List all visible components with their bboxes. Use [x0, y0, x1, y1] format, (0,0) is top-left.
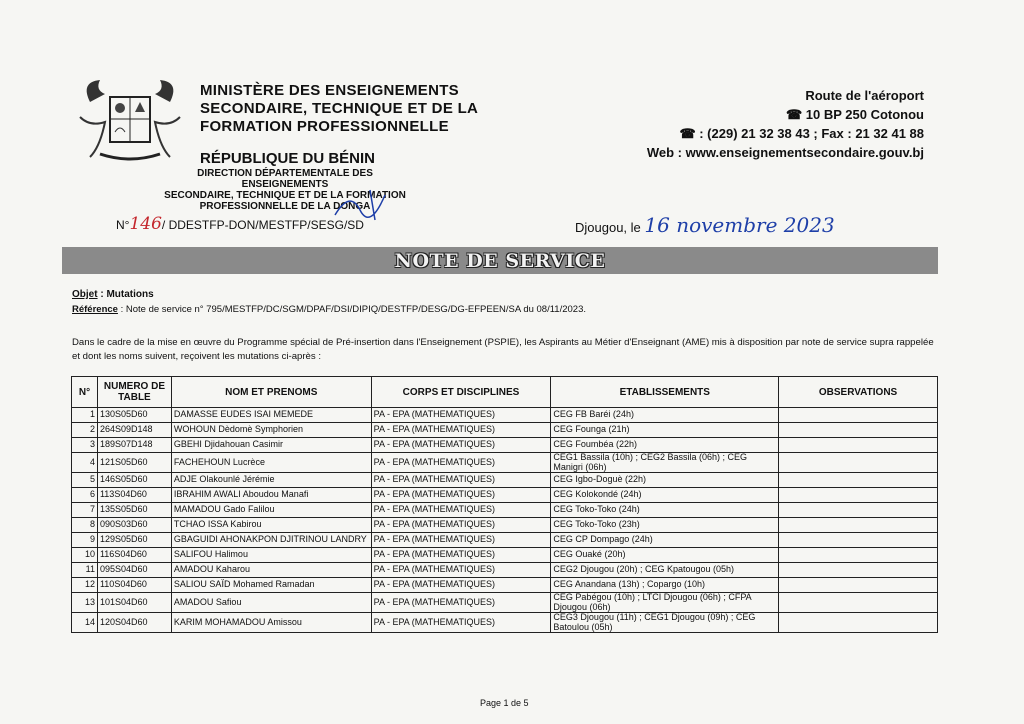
cell-table-number: 129S05D60	[97, 533, 171, 548]
cell-discipline: PA - EPA (MATHEMATIQUES)	[371, 613, 551, 633]
cell-observations	[779, 613, 938, 633]
table-row	[72, 488, 938, 503]
cell-observations	[779, 423, 938, 438]
cell-table-number: 110S04D60	[97, 578, 171, 593]
cell-table-number: 146S05D60	[97, 473, 171, 488]
table-row	[72, 408, 938, 423]
cell-number: 13	[72, 593, 98, 613]
reference-number: N°146/ DDESTFP-DON/MESTFP/SESG/SD	[116, 214, 364, 234]
cell-name: IBRAHIM AWALI Aboudou Manafi	[171, 488, 371, 503]
col-header-table-number: NUMERO DE TABLE	[97, 377, 171, 408]
cell-table-number: 101S04D60	[97, 593, 171, 613]
cell-discipline: PA - EPA (MATHEMATIQUES)	[371, 438, 551, 453]
table-header-row	[72, 377, 938, 408]
table-row	[72, 438, 938, 453]
cell-discipline: PA - EPA (MATHEMATIQUES)	[371, 593, 551, 613]
cell-name: DAMASSE EUDES ISAI MEMEDE	[171, 408, 371, 423]
cell-number: 7	[72, 503, 98, 518]
cell-observations	[779, 533, 938, 548]
cell-school: CEG FB Baréi (24h)	[551, 408, 779, 423]
table-row	[72, 453, 938, 473]
cell-name: SALIFOU Halimou	[171, 548, 371, 563]
cell-observations	[779, 593, 938, 613]
cell-table-number: 120S04D60	[97, 613, 171, 633]
cell-school: CEG Founga (21h)	[551, 423, 779, 438]
republic-name: RÉPUBLIQUE DU BÉNIN	[200, 150, 376, 167]
cell-school: CEG Toko-Toko (23h)	[551, 518, 779, 533]
col-header-discipline: CORPS ET DISCIPLINES	[371, 377, 551, 408]
cell-number: 6	[72, 488, 98, 503]
reference-line: Référence : Note de service n° 795/MESTFP/DC/SGM/DPAF/DSI/DIPIQ/DESTFP/DESG/DG-EFPEEN/SA du 08/11/2023.	[72, 304, 587, 315]
cell-name: ADJE Olakounlé Jérémie	[171, 473, 371, 488]
cell-table-number: 113S04D60	[97, 488, 171, 503]
table-row	[72, 613, 938, 633]
direction-name: DIRECTION DÉPARTEMENTALE DES ENSEIGNEMENTS SECONDAIRE, TECHNIQUE ET DE LA FORMATION PROFESSIONNELLE DE LA DONGA	[164, 168, 406, 212]
cell-table-number: 116S04D60	[97, 548, 171, 563]
cell-name: KARIM MOHAMADOU Amissou	[171, 613, 371, 633]
cell-discipline: PA - EPA (MATHEMATIQUES)	[371, 548, 551, 563]
cell-discipline: PA - EPA (MATHEMATIQUES)	[371, 563, 551, 578]
title-banner	[62, 247, 938, 274]
col-header-school: ETABLISSEMENTS	[551, 377, 779, 408]
table-row	[72, 423, 938, 438]
table-row	[72, 593, 938, 613]
cell-school: CEG2 Djougou (20h) ; CEG Kpatougou (05h)	[551, 563, 779, 578]
cell-number: 1	[72, 408, 98, 423]
cell-table-number: 135S05D60	[97, 503, 171, 518]
address-block: Route de l'aéroport ☎ 10 BP 250 Cotonou ☎ : (229) 21 32 38 43 ; Fax : 21 32 41 88 Web : www.enseignementsecondaire.gouv.bj	[646, 88, 924, 160]
cell-discipline: PA - EPA (MATHEMATIQUES)	[371, 578, 551, 593]
place-date: Djougou, le 16 novembre 2023	[575, 213, 835, 237]
mutations-table	[71, 376, 938, 633]
cell-number: 12	[72, 578, 98, 593]
cell-discipline: PA - EPA (MATHEMATIQUES)	[371, 453, 551, 473]
coat-of-arms-emblem	[70, 72, 190, 172]
cell-discipline: PA - EPA (MATHEMATIQUES)	[371, 518, 551, 533]
cell-school: CEG CP Dompago (24h)	[551, 533, 779, 548]
table-row	[72, 533, 938, 548]
cell-name: TCHAO ISSA Kabirou	[171, 518, 371, 533]
cell-number: 4	[72, 453, 98, 473]
cell-school: CEG Igbo-Doguè (22h)	[551, 473, 779, 488]
table-row	[72, 578, 938, 593]
cell-table-number: 264S09D148	[97, 423, 171, 438]
page-number: Page 1 de 5	[480, 698, 529, 708]
cell-discipline: PA - EPA (MATHEMATIQUES)	[371, 408, 551, 423]
cell-discipline: PA - EPA (MATHEMATIQUES)	[371, 423, 551, 438]
cell-school: CEG Toko-Toko (24h)	[551, 503, 779, 518]
cell-number: 14	[72, 613, 98, 633]
cell-name: WOHOUN Dèdomè Symphorien	[171, 423, 371, 438]
cell-table-number: 121S05D60	[97, 453, 171, 473]
cell-observations	[779, 578, 938, 593]
cell-name: AMADOU Kaharou	[171, 563, 371, 578]
cell-school: CEG Anandana (13h) ; Copargo (10h)	[551, 578, 779, 593]
cell-number: 8	[72, 518, 98, 533]
cell-observations	[779, 548, 938, 563]
cell-table-number: 130S05D60	[97, 408, 171, 423]
cell-discipline: PA - EPA (MATHEMATIQUES)	[371, 533, 551, 548]
cell-school: CEG3 Djougou (11h) ; CEG1 Djougou (09h) ; CEG Batoulou (05h)	[551, 613, 779, 633]
cell-name: MAMADOU Gado Falilou	[171, 503, 371, 518]
cell-school: CEG Kolokondé (24h)	[551, 488, 779, 503]
table-row	[72, 548, 938, 563]
cell-observations	[779, 408, 938, 423]
cell-table-number: 189S07D148	[97, 438, 171, 453]
cell-discipline: PA - EPA (MATHEMATIQUES)	[371, 488, 551, 503]
document-title: NOTE DE SERVICE	[394, 249, 606, 272]
cell-table-number: 090S03D60	[97, 518, 171, 533]
cell-name: GBEHI Djidahouan Casimir	[171, 438, 371, 453]
cell-school: CEG1 Bassila (10h) ; CEG2 Bassila (06h) ; CEG Manigri (06h)	[551, 453, 779, 473]
cell-number: 9	[72, 533, 98, 548]
cell-discipline: PA - EPA (MATHEMATIQUES)	[371, 473, 551, 488]
cell-name: SALIOU SAÏD Mohamed Ramadan	[171, 578, 371, 593]
table-row	[72, 563, 938, 578]
cell-school: CEG Foumbéa (22h)	[551, 438, 779, 453]
cell-school: CEG Pabégou (10h) ; LTCI Djougou (06h) ; CFPA Djougou (06h)	[551, 593, 779, 613]
cell-discipline: PA - EPA (MATHEMATIQUES)	[371, 503, 551, 518]
table-row	[72, 518, 938, 533]
table-row	[72, 503, 938, 518]
cell-number: 11	[72, 563, 98, 578]
cell-observations	[779, 503, 938, 518]
cell-name: GBAGUIDI AHONAKPON DJITRINOU LANDRY	[171, 533, 371, 548]
table-row	[72, 473, 938, 488]
cell-observations	[779, 563, 938, 578]
cell-number: 2	[72, 423, 98, 438]
cell-observations	[779, 438, 938, 453]
col-header-observations: OBSERVATIONS	[779, 377, 938, 408]
cell-observations	[779, 453, 938, 473]
cell-number: 10	[72, 548, 98, 563]
cell-observations	[779, 473, 938, 488]
cell-name: AMADOU Safiou	[171, 593, 371, 613]
cell-observations	[779, 518, 938, 533]
objet-line: Objet : Mutations	[72, 289, 154, 300]
cell-number: 3	[72, 438, 98, 453]
cell-name: FACHEHOUN Lucrèce	[171, 453, 371, 473]
cell-number: 5	[72, 473, 98, 488]
col-header-number: N°	[72, 377, 98, 408]
cell-observations	[779, 488, 938, 503]
col-header-name: NOM ET PRENOMS	[171, 377, 371, 408]
cell-table-number: 095S04D60	[97, 563, 171, 578]
intro-paragraph: Dans le cadre de la mise en œuvre du Programme spécial de Pré-insertion dans l'Enseignement (PSPIE), les Aspirants au Métier d'Enseignant (AME) mis à disposition par note de service supra rappelée et dont les noms suivent, reçoivent les mutations ci-après :	[72, 337, 934, 362]
ministry-name: MINISTÈRE DES ENSEIGNEMENTS SECONDAIRE, TECHNIQUE ET DE LA FORMATION PROFESSIONNELLE	[200, 82, 479, 135]
cell-school: CEG Ouaké (20h)	[551, 548, 779, 563]
